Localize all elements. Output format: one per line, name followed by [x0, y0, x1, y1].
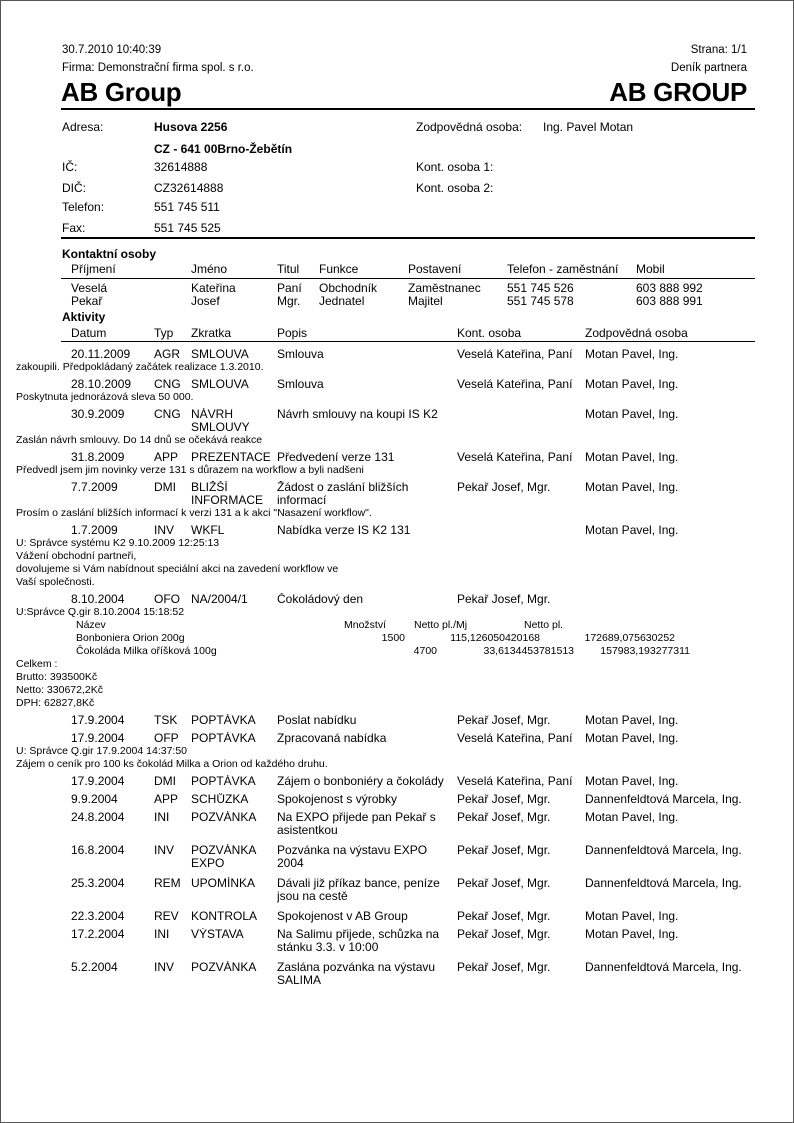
activity-cell: 28.10.2009	[71, 378, 132, 391]
activity-cell: Veselá Kateřina, Paní	[457, 775, 573, 788]
activity-row	[1, 873, 794, 903]
activity-cell: 20.11.2009	[71, 348, 131, 361]
activity-cell: SCHŮZKA	[191, 793, 249, 806]
activity-cell: Motan Pavel, Ing.	[585, 451, 679, 464]
ic-label: IČ:	[62, 160, 78, 174]
contact-cell: Mgr.	[277, 294, 301, 308]
activity-cell: Veselá Kateřina, Paní	[457, 732, 573, 745]
activity-cell: 31.8.2009	[71, 451, 125, 464]
activity-cells	[1, 961, 794, 987]
activity-cell: Motan Pavel, Ing.	[585, 910, 679, 923]
activity-cell: Motan Pavel, Ing.	[585, 378, 679, 391]
activity-cell: Pekař Josef, Mgr.	[457, 593, 551, 606]
activity-cells	[1, 378, 794, 391]
activity-cell: Pekař Josef, Mgr.	[457, 961, 551, 974]
activity-cell: PREZENTACE	[191, 451, 271, 464]
activity-cells	[1, 348, 794, 361]
activity-cells	[1, 593, 794, 606]
activity-note: dovolujeme si Vám nabídnout speciální akci na zavedení workflow ve	[16, 563, 339, 575]
activity-cells	[1, 732, 794, 745]
divider	[61, 341, 755, 342]
contacts-title: Kontaktní osoby	[62, 247, 157, 261]
activity-cell: Čokoládový den	[277, 593, 364, 606]
activity-note: U: Správce Q.gir 17.9.2004 14:37:50	[16, 745, 188, 757]
address-label: Adresa:	[62, 120, 104, 134]
activity-cell: Dannenfeldtová Marcela, Ing.	[585, 844, 742, 857]
activity-cell: Smlouva	[277, 348, 324, 361]
activity-cell: Pekař Josef, Mgr.	[457, 481, 551, 494]
activity-cell: Dannenfeldtová Marcela, Ing.	[585, 793, 742, 806]
product-cell: 4700	[413, 645, 437, 657]
divider	[61, 237, 755, 239]
activity-note: Vážení obchodní partneři,	[16, 550, 137, 562]
activity-cell: Pekař Josef, Mgr.	[457, 928, 551, 941]
responsible-label: Zodpovědná osoba:	[416, 120, 523, 134]
activity-row	[1, 789, 794, 806]
dic-label: DIČ:	[62, 181, 86, 195]
activity-total: Celkem :	[16, 658, 58, 670]
column-header: Funkce	[319, 262, 359, 276]
activity-cell: 17.9.2004	[71, 714, 125, 727]
activity-cells	[1, 775, 794, 788]
activity-cell: 7.7.2009	[71, 481, 118, 494]
activity-cell: DMI	[154, 775, 176, 788]
contact-row	[1, 281, 794, 294]
activity-cell: POZVÁNKA EXPO	[191, 844, 256, 870]
activity-cell: Pozvánka na výstavu EXPO 2004	[277, 844, 428, 870]
contacts-table	[1, 262, 794, 307]
activity-cell: CNG	[154, 408, 181, 421]
activity-cell: Pekař Josef, Mgr.	[457, 877, 551, 890]
fax-label: Fax:	[62, 221, 86, 235]
activity-cell: Motan Pavel, Ing.	[585, 775, 679, 788]
dic-value: CZ32614888	[154, 181, 224, 195]
product-cell: 172689,075630252	[584, 632, 675, 644]
activity-cell: 16.8.2004	[71, 844, 125, 857]
activity-row	[1, 477, 794, 520]
contact-cell: Paní	[277, 281, 302, 295]
activity-cell: Motan Pavel, Ing.	[585, 348, 679, 361]
activity-cell: Motan Pavel, Ing.	[585, 408, 679, 421]
activity-cell: 17.9.2004	[71, 732, 125, 745]
column-header: Příjmení	[71, 262, 116, 276]
activity-cell: APP	[154, 793, 179, 806]
activity-row	[1, 447, 794, 477]
activity-cell: 24.8.2004	[71, 811, 125, 824]
contact-cell: Zaměstnanec	[408, 281, 481, 295]
activity-row	[1, 520, 794, 589]
partner-title: AB Group	[61, 77, 182, 107]
activity-note: U: Správce systému K2 9.10.2009 12:25:13	[16, 537, 220, 549]
activity-cell: Spokojenost s výrobky	[277, 793, 398, 806]
activity-cell: Pekař Josef, Mgr.	[457, 811, 551, 824]
activity-cell: KONTROLA	[191, 910, 258, 923]
activity-cell: Na EXPO přijede pan Pekař s asistentkou	[277, 811, 436, 837]
divider	[61, 108, 755, 110]
responsible-value: Ing. Pavel Motan	[543, 120, 634, 134]
activity-cell: Motan Pavel, Ing.	[585, 481, 679, 494]
ic-value: 32614888	[154, 160, 208, 174]
activities-list	[1, 344, 794, 990]
activity-cell: Veselá Kateřina, Paní	[457, 348, 573, 361]
activity-cells	[1, 481, 794, 507]
activity-cell: OFO	[154, 593, 180, 606]
activity-cell: TSK	[154, 714, 178, 727]
activity-cell: VÝSTAVA	[191, 928, 244, 941]
activity-cell: POZVÁNKA	[191, 961, 257, 974]
product-column-header: Netto pl./Mj	[414, 619, 468, 631]
activity-cell: Dávali již příkaz bance, peníze jsou na cestě	[277, 877, 440, 903]
column-header: Postavení	[408, 262, 462, 276]
activity-note: U:Správce Q.gir 8.10.2004 15:18:52	[16, 606, 185, 618]
fax-value: 551 745 525	[154, 221, 221, 235]
activity-cells	[1, 714, 794, 727]
activity-note: Zaslán návrh smlouvy. Do 14 dnů se očekává reakce	[16, 434, 263, 446]
activity-cell: Smlouva	[277, 378, 324, 391]
activity-cell: OFP	[154, 732, 179, 745]
activity-note: Zájem o ceník pro 100 ks čokolád Milka a Orion od každého druhu.	[16, 758, 328, 770]
activity-cell: Veselá Kateřina, Paní	[457, 378, 573, 391]
partner-title-upper: AB GROUP	[609, 77, 747, 107]
activity-cell: 25.3.2004	[71, 877, 125, 890]
activity-cell: INV	[154, 844, 175, 857]
activity-row	[1, 344, 794, 374]
activity-cell: POPTÁVKA	[191, 714, 256, 727]
product-column-header: Název	[76, 619, 106, 631]
column-header: Titul	[277, 262, 300, 276]
column-header: Zodpovědná osoba	[585, 326, 688, 340]
activity-cell: NA/2004/1	[191, 593, 248, 606]
activity-cell: Návrh smlouvy na koupi IS K2	[277, 408, 438, 421]
contact-cell: Veselá	[71, 281, 108, 295]
activity-cells	[1, 877, 794, 903]
activity-total: Netto: 330672,2Kč	[16, 684, 103, 696]
activity-row	[1, 807, 794, 837]
firm-name: Firma: Demonstrační firma spol. s r.o.	[62, 62, 254, 74]
column-header: Zkratka	[191, 326, 232, 340]
activity-cells	[1, 408, 794, 434]
activity-cell: 5.2.2004	[71, 961, 118, 974]
product-cell: 157983,193277311	[600, 645, 690, 657]
activity-row	[1, 589, 794, 710]
activity-cell: BLIŽŠÍ INFORMACE	[191, 481, 263, 507]
activity-cell: Motan Pavel, Ing.	[585, 732, 679, 745]
activity-total: DPH: 62827,8Kč	[16, 697, 95, 709]
contact-cell: 551 745 526	[507, 281, 574, 295]
column-header: Jméno	[191, 262, 228, 276]
column-header: Popis	[277, 326, 308, 340]
contact-cell: 551 745 578	[507, 294, 574, 308]
activity-cell: Dannenfeldtová Marcela, Ing.	[585, 877, 742, 890]
product-cell: 33,6134453781513	[483, 645, 574, 657]
activity-cell: POPTÁVKA	[191, 775, 256, 788]
activity-cell: Motan Pavel, Ing.	[585, 928, 679, 941]
activity-note: Předvedl jsem jim novinky verze 131 s důrazem na workflow a byli nadšeni	[16, 464, 364, 476]
contact-cell: Obchodník	[319, 281, 378, 295]
activity-cell: Zpracovaná nabídka	[277, 732, 387, 745]
activity-note: zakoupili. Předpokládaný začátek realizace 1.3.2010.	[16, 361, 264, 373]
print-datetime: 30.7.2010 10:40:39	[62, 44, 162, 56]
activity-row	[1, 728, 794, 771]
activity-cell: 30.9.2009	[71, 408, 125, 421]
activity-cells	[1, 910, 794, 923]
activity-note: Prosím o zaslání bližších informací k verzi 131 a k akci "Nasazení workflow".	[16, 507, 372, 519]
activity-cell: CNG	[154, 378, 181, 391]
contact2-label: Kont. osoba 2:	[416, 181, 494, 195]
product-column-header: Netto pl.	[524, 619, 564, 631]
activity-total: Brutto: 393500Kč	[16, 671, 98, 683]
product-row	[1, 645, 794, 658]
activity-note: Vaší společnosti.	[16, 576, 95, 588]
activity-cell: 9.9.2004	[71, 793, 118, 806]
contact-cell: Pekař	[71, 294, 103, 308]
activity-cell: 17.9.2004	[71, 775, 125, 788]
activity-note: Poskytnuta jednorázová sleva 50 000.	[16, 391, 194, 403]
phone-value: 551 745 511	[154, 200, 220, 214]
activity-cell: Motan Pavel, Ing.	[585, 811, 679, 824]
report-name: Deník partnera	[670, 62, 747, 74]
product-header	[1, 619, 794, 632]
column-header: Telefon - zaměstnání	[507, 262, 619, 276]
activity-cell: Pekař Josef, Mgr.	[457, 793, 551, 806]
activity-cell: Motan Pavel, Ing.	[585, 714, 679, 727]
activity-cell: 22.3.2004	[71, 910, 125, 923]
column-header: Datum	[71, 326, 107, 340]
activity-cell: 17.2.2004	[71, 928, 125, 941]
activity-row	[1, 840, 794, 870]
activity-row	[1, 924, 794, 954]
activity-cell: UPOMÍNKA	[191, 877, 256, 890]
activity-cell: REV	[154, 910, 179, 923]
activity-cell: Pekař Josef, Mgr.	[457, 844, 551, 857]
activity-cell: Žádost o zaslání bližších informací	[277, 481, 409, 507]
activity-cell: Poslat nabídku	[277, 714, 357, 727]
activity-cell: INI	[154, 928, 170, 941]
contact-cell: 603 888 992	[636, 281, 703, 295]
activity-cell: 1.7.2009	[71, 524, 118, 537]
address-street: Husova 2256	[154, 120, 228, 134]
activity-cell: Pekař Josef, Mgr.	[457, 714, 551, 727]
address-city: CZ - 641 00Brno-Žebětín	[154, 142, 293, 156]
activities-title: Aktivity	[62, 310, 106, 324]
phone-label: Telefon:	[62, 200, 105, 214]
column-header: Typ	[154, 326, 174, 340]
activity-cell: Na Salimu přijede, schůzka na stánku 3.3. v 10:00	[277, 928, 440, 954]
activity-cell: SMLOUVA	[191, 348, 249, 361]
divider	[61, 278, 755, 279]
contact-cell: Majitel	[408, 294, 443, 308]
activity-cell: Dannenfeldtová Marcela, Ing.	[585, 961, 742, 974]
activity-cell: DMI	[154, 481, 176, 494]
activity-cell: POZVÁNKA	[191, 811, 257, 824]
activity-cell: Pekař Josef, Mgr.	[457, 910, 551, 923]
activity-cell: INV	[154, 961, 175, 974]
product-cell: 1500	[381, 632, 405, 644]
activity-cell: NÁVRH SMLOUVY	[191, 408, 250, 434]
activity-cell: Předvedení verze 131	[277, 451, 395, 464]
contact-cell: Kateřina	[191, 281, 236, 295]
activity-cells	[1, 524, 794, 537]
activity-cell: REM	[154, 877, 181, 890]
activity-row	[1, 906, 794, 923]
contact1-label: Kont. osoba 1:	[416, 160, 494, 174]
activity-cells	[1, 451, 794, 464]
activity-cell: APP	[154, 451, 179, 464]
page-number: Strana: 1/1	[690, 44, 747, 56]
activity-cell: Zaslána pozvánka na výstavu SALIMA	[277, 961, 436, 987]
activity-cell: POPTÁVKA	[191, 732, 256, 745]
contact-row	[1, 294, 794, 307]
activity-cell: Zájem o bonboniéry a čokolády	[277, 775, 444, 788]
column-header: Kont. osoba	[457, 326, 522, 340]
activity-cells	[1, 928, 794, 954]
activity-cell: INV	[154, 524, 175, 537]
product-cell: 115,126050420168	[450, 632, 540, 644]
activity-cell: WKFL	[191, 524, 225, 537]
product-cell: Čokoláda Milka oříšková 100g	[76, 645, 217, 657]
activity-cell: INI	[154, 811, 170, 824]
activity-row	[1, 771, 794, 788]
activity-row	[1, 404, 794, 447]
product-column-header: Množství	[344, 619, 387, 631]
activity-cell: Motan Pavel, Ing.	[585, 524, 679, 537]
activity-cells	[1, 811, 794, 837]
activity-cells	[1, 844, 794, 870]
activity-cell: 8.10.2004	[71, 593, 125, 606]
contact-cell: Josef	[191, 294, 220, 308]
activity-cell: Spokojenost v AB Group	[277, 910, 408, 923]
activity-row	[1, 374, 794, 404]
contact-cell: Jednatel	[319, 294, 365, 308]
activity-row	[1, 710, 794, 727]
contacts-header-row	[1, 262, 794, 276]
activity-row	[1, 957, 794, 987]
contact-cell: 603 888 991	[636, 294, 703, 308]
activity-cell: AGR	[154, 348, 181, 361]
activity-cell: Veselá Kateřina, Paní	[457, 451, 573, 464]
product-cell: Bonboniera Orion 200g	[76, 632, 185, 644]
product-row	[1, 632, 794, 645]
activity-cell: Nabídka verze IS K2 131	[277, 524, 411, 537]
activities-header	[1, 326, 794, 340]
activity-cells	[1, 793, 794, 806]
activity-cell: SMLOUVA	[191, 378, 249, 391]
column-header: Mobil	[636, 262, 665, 276]
